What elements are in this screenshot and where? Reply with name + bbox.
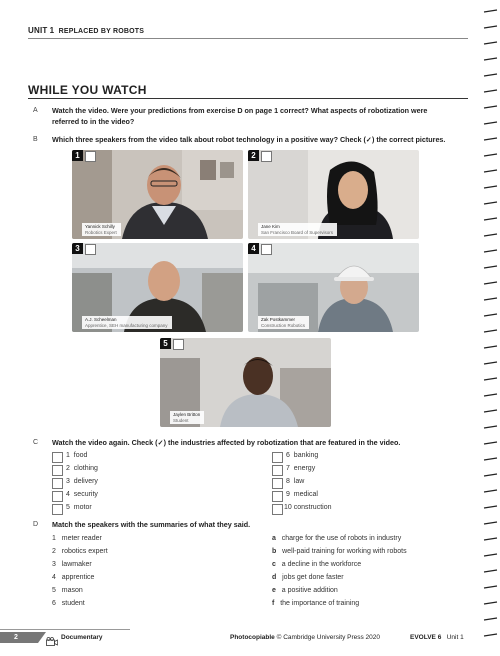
- unit-number: 1: [49, 26, 55, 35]
- industry-item-1: 1 food: [66, 452, 88, 459]
- industry-item-10: 10 construction: [284, 504, 332, 511]
- unit-title: REPLACED BY ROBOTS: [58, 28, 145, 35]
- photo-2-caption: [258, 223, 337, 236]
- speaker-item-3: 3 lawmaker: [52, 561, 92, 568]
- photo-4-speaker-role: Construction Robotics: [261, 322, 306, 328]
- speaker-item-6: 6 student: [52, 600, 85, 607]
- photo-4-speaker-name: Zak Postkammer: [261, 317, 296, 322]
- photo-1-caption: [82, 223, 121, 236]
- industry-checkbox-8[interactable]: [272, 478, 283, 489]
- speaker-item-2: 2 robotics expert: [52, 548, 108, 555]
- unit-label: UNIT: [28, 26, 48, 35]
- question-b-text: Which three speakers from the video talk about robot technology in a positive way? Check (✓) the correct pictures.: [52, 135, 446, 144]
- photo-1[interactable]: [72, 150, 243, 239]
- footer-category: Documentary: [61, 634, 103, 641]
- industry-item-4: 4 security: [66, 491, 98, 498]
- footer-book: EVOLVE 6 Unit 1: [410, 634, 464, 641]
- speaker-item-1: 1 meter reader: [52, 535, 102, 542]
- speaker-item-5: 5 mason: [52, 587, 83, 594]
- question-a-line2: referred to in the video?: [52, 117, 135, 126]
- question-a-letter: A: [33, 107, 38, 114]
- industry-item-8: 8 law: [286, 478, 305, 485]
- summary-item-a: a charge for the use of robots in industry: [272, 535, 402, 542]
- industry-checkbox-9[interactable]: [272, 491, 283, 502]
- page-tab-corner: [38, 632, 46, 643]
- industry-item-3: 3 delivery: [66, 478, 98, 485]
- photo-1-checkbox[interactable]: [85, 151, 96, 162]
- photo-1-speaker-role: Robotics Expert: [85, 229, 117, 235]
- industry-checkbox-4[interactable]: [52, 491, 63, 502]
- industry-item-6: 6 banking: [286, 452, 319, 459]
- photo-1-number: 1: [72, 150, 83, 161]
- photo-2-checkbox[interactable]: [261, 151, 272, 162]
- photo-5-speaker-role: Student: [173, 417, 189, 423]
- photo-3-speaker-name: A.J. Scheelman: [85, 317, 117, 322]
- photo-5-checkbox[interactable]: [173, 339, 184, 350]
- photo-5-speaker-name: Jaylen Britton: [173, 412, 201, 417]
- question-a-line1: Watch the video. Were your predictions from exercise D on page 1 correct? What aspects of robotization were: [52, 106, 428, 115]
- industry-checkbox-10[interactable]: [272, 504, 283, 515]
- industry-checkbox-5[interactable]: [52, 504, 63, 515]
- photo-4-number: 4: [248, 243, 259, 254]
- summary-item-b: b well-paid training for working with robots: [272, 548, 407, 555]
- industry-checkbox-6[interactable]: [272, 452, 283, 463]
- page-number: 2: [0, 632, 38, 643]
- summary-item-d: d jobs get done faster: [272, 574, 344, 581]
- industry-checkbox-3[interactable]: [52, 478, 63, 489]
- photo-4-checkbox[interactable]: [261, 244, 272, 255]
- photo-3-caption: [82, 316, 172, 329]
- summary-item-e: e a positive addition: [272, 587, 338, 594]
- photo-5[interactable]: [160, 338, 331, 427]
- question-b-letter: B: [33, 136, 38, 143]
- photo-3-speaker-role: Apprentice, SEH manufacturing company: [85, 322, 168, 328]
- question-d-text: Match the speakers with the summaries of what they said.: [52, 520, 251, 529]
- photo-2-speaker-name: Jane Kim: [261, 224, 280, 229]
- industry-item-7: 7 energy: [286, 465, 316, 472]
- industry-checkbox-7[interactable]: [272, 465, 283, 476]
- industry-item-2: 2 clothing: [66, 465, 98, 472]
- question-c-text: Watch the video again. Check (✓) the industries affected by robotization that are featured in the video.: [52, 438, 401, 447]
- photo-2[interactable]: [248, 150, 419, 239]
- photo-4-caption: [258, 316, 309, 329]
- photo-2-number: 2: [248, 150, 259, 161]
- unit-header: [28, 26, 144, 35]
- photo-3-number: 3: [72, 243, 83, 254]
- question-a-text: [52, 105, 472, 127]
- header-rule: [28, 38, 468, 39]
- photo-5-number: 5: [160, 338, 171, 349]
- photo-5-caption: [170, 411, 204, 424]
- documentary-icon: [46, 633, 58, 651]
- industry-checkbox-2[interactable]: [52, 465, 63, 476]
- summary-item-c: c a decline in the workforce: [272, 561, 362, 568]
- photo-2-speaker-role: San Francisco Board of Supervisors: [261, 229, 334, 235]
- section-title: WHILE YOU WATCH: [28, 83, 147, 97]
- spiral-binding: [482, 0, 500, 651]
- industry-checkbox-1[interactable]: [52, 452, 63, 463]
- industry-item-5: 5 motor: [66, 504, 92, 511]
- question-c-letter: C: [33, 439, 39, 446]
- photo-3-checkbox[interactable]: [85, 244, 96, 255]
- footer-copyright: Photocopiable © Cambridge University Press 2020: [230, 634, 381, 641]
- photo-4[interactable]: [248, 243, 419, 332]
- photo-1-speaker-name: Yannick Schilly: [85, 224, 115, 229]
- speaker-item-4: 4 apprentice: [52, 574, 95, 581]
- industry-item-9: 9 medical: [286, 491, 318, 498]
- question-d-letter: D: [33, 521, 39, 528]
- summary-item-f: f the importance of training: [272, 600, 360, 607]
- section-rule: [28, 98, 468, 99]
- footer-rule: [0, 629, 130, 630]
- photo-3[interactable]: [72, 243, 243, 332]
